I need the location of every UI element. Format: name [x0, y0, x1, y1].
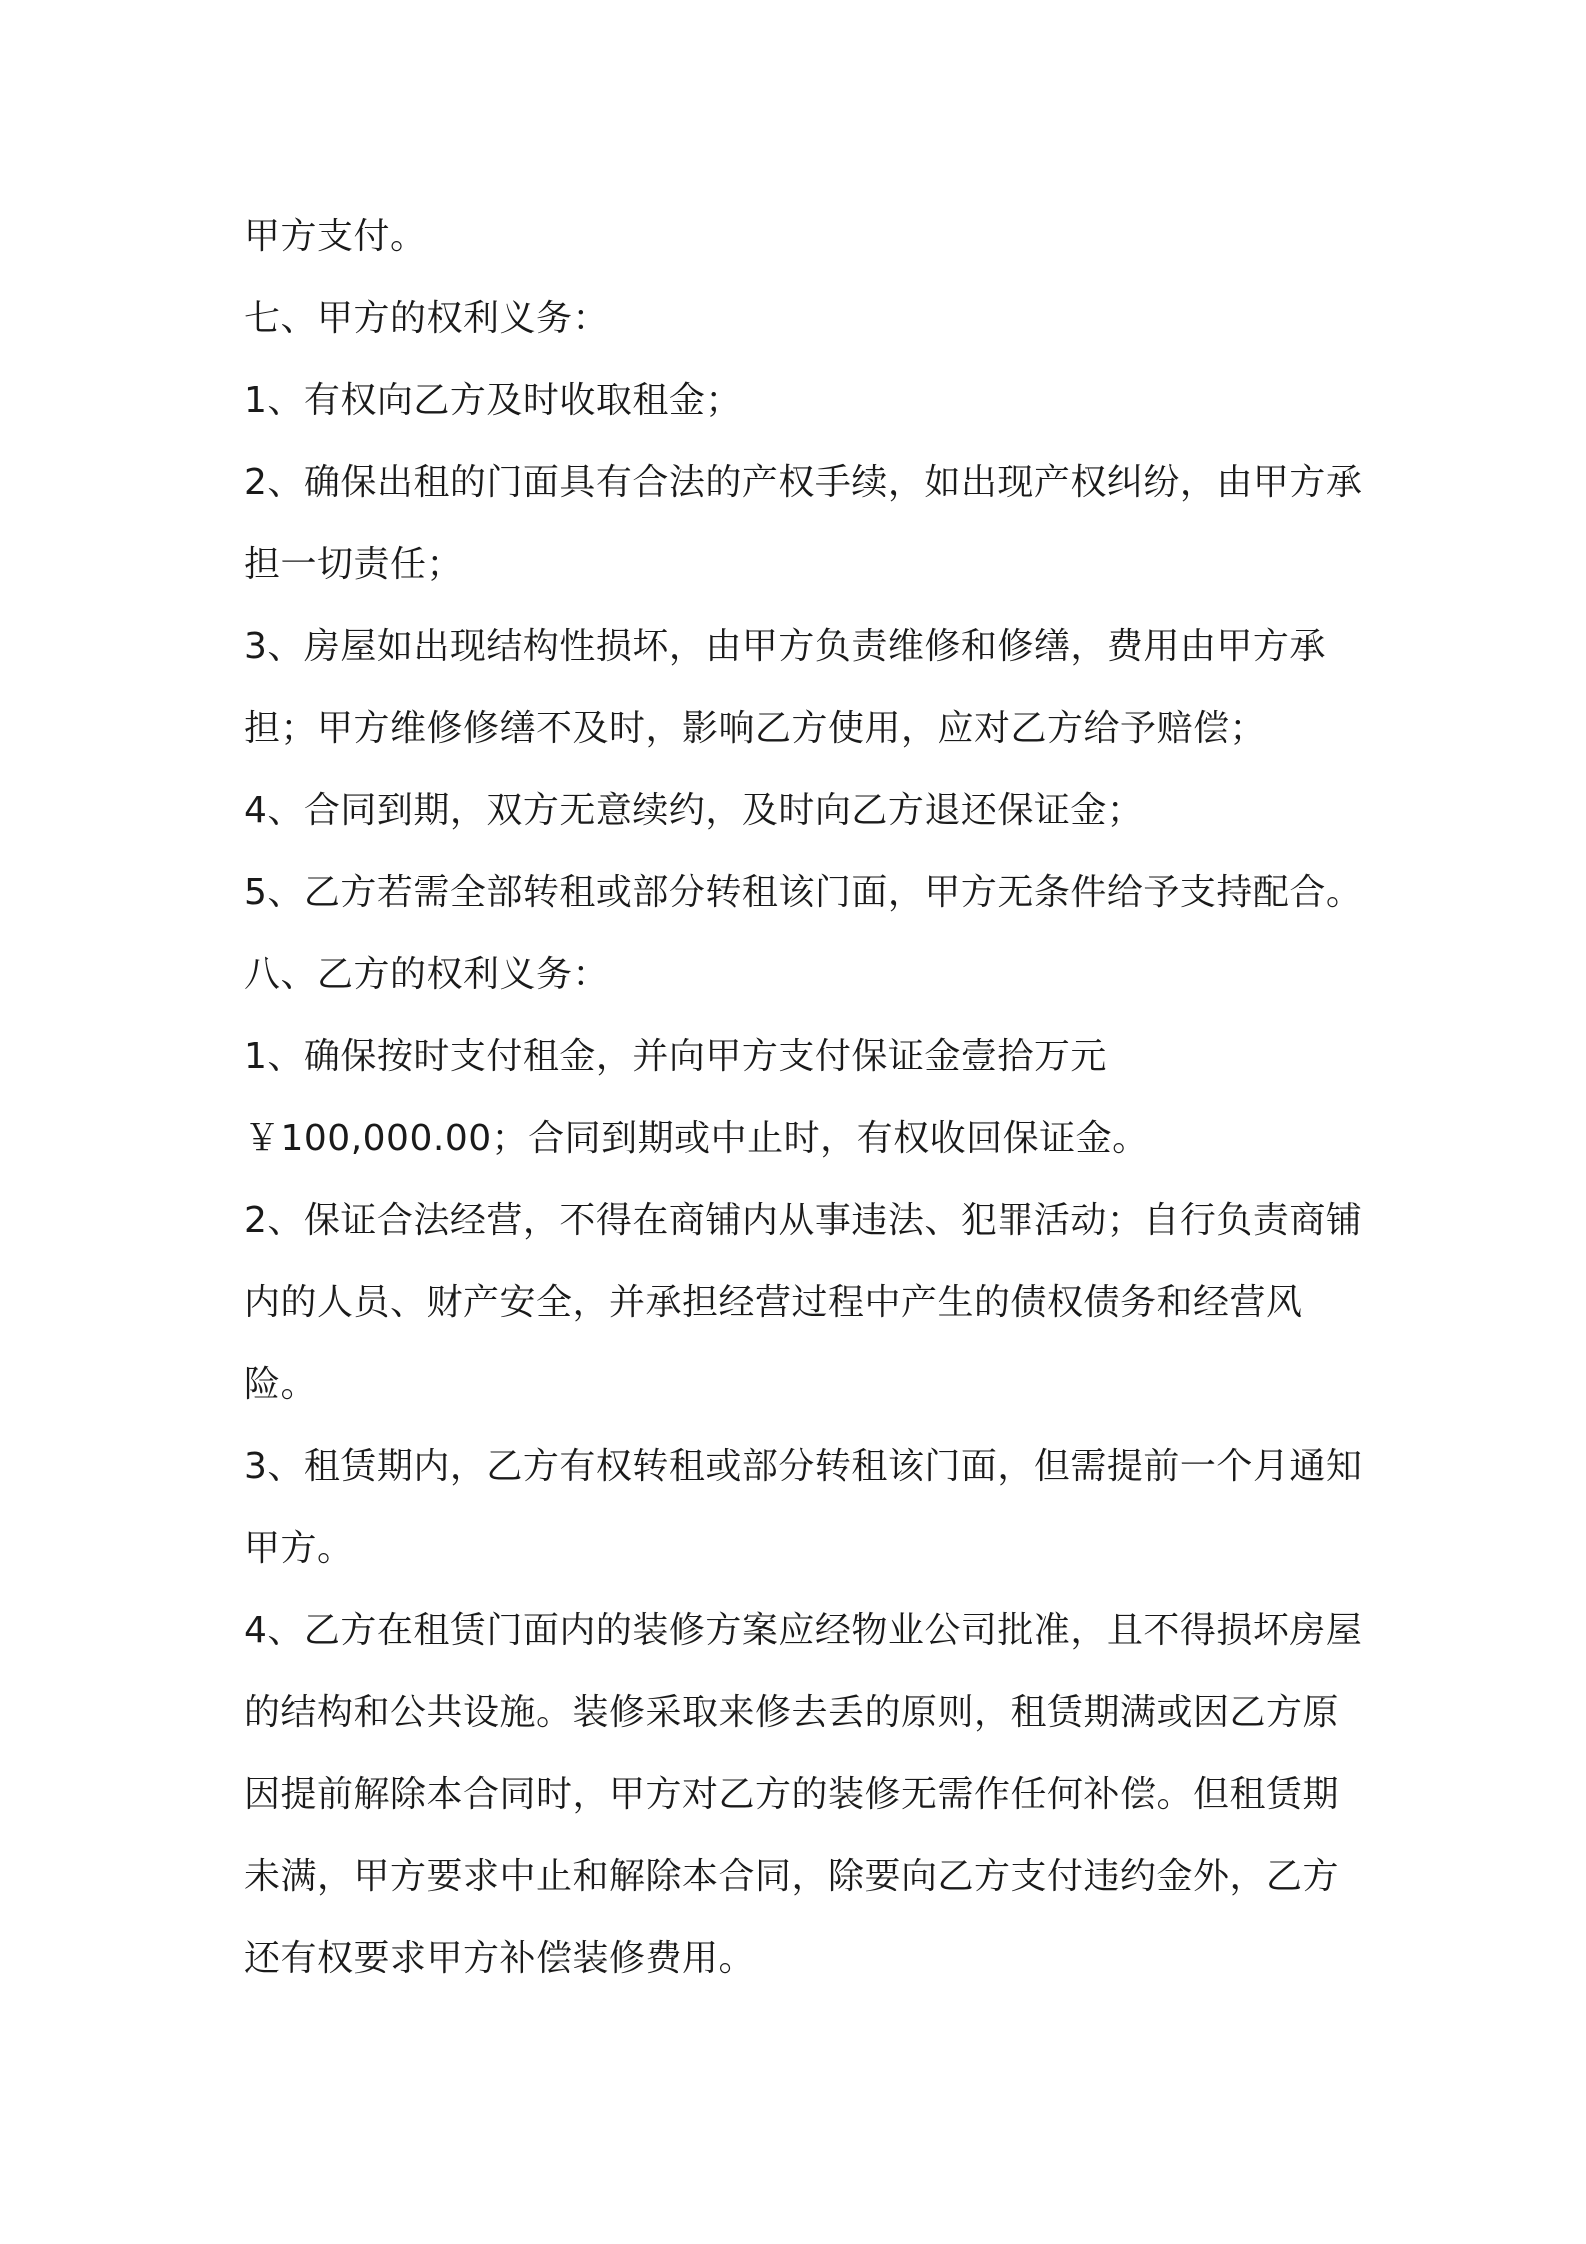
tenant-clause-4: 4、乙方在租赁门面内的装修方案应经物业公司批准，且不得损坏房屋的结构和公共设施。装修采取来修去丢的原则，租赁期满或因乙方原因提前解除本合同时，甲方对乙方的装修无需作任何补偿。但租赁期未满，甲方要求中止和解除本合同，除要向乙方支付违约金外，乙方还有权要求甲方补偿装修费用。	[244, 1610, 1363, 1979]
landlord-clause-2: 2、确保出租的门面具有合法的产权手续，如出现产权纠纷，由甲方承担一切责任；	[244, 462, 1363, 585]
section-heading-landlord-rights: 七、甲方的权利义务：	[244, 298, 610, 339]
section-heading-tenant-rights: 八、乙方的权利义务：	[244, 954, 610, 995]
tenant-clause-2: 2、保证合法经营，不得在商铺内从事违法、犯罪活动；自行负责商铺内的人员、财产安全，并承担经营过程中产生的债权债务和经营风险。	[244, 1200, 1363, 1405]
document-body	[244, 196, 1364, 2000]
tenant-clause-1: 1、确保按时支付租金，并向甲方支付保证金壹拾万元￥100,000.00；合同到期或中止时，有权收回保证金。	[244, 1036, 1149, 1159]
landlord-clause-4: 4、合同到期，双方无意续约，及时向乙方退还保证金；	[244, 790, 1144, 831]
tenant-clause-3: 3、租赁期内，乙方有权转租或部分转租该门面，但需提前一个月通知甲方。	[244, 1446, 1363, 1569]
landlord-clause-1: 1、有权向乙方及时收取租金；	[244, 380, 742, 421]
landlord-clause-5: 5、乙方若需全部转租或部分转租该门面，甲方无条件给予支持配合。	[244, 872, 1363, 913]
paragraph-landlord-payment: 甲方支付。	[244, 216, 427, 257]
landlord-clause-3: 3、房屋如出现结构性损坏，由甲方负责维修和修缮，费用由甲方承担；甲方维修修缮不及时，影响乙方使用，应对乙方给予赔偿；	[244, 626, 1326, 749]
